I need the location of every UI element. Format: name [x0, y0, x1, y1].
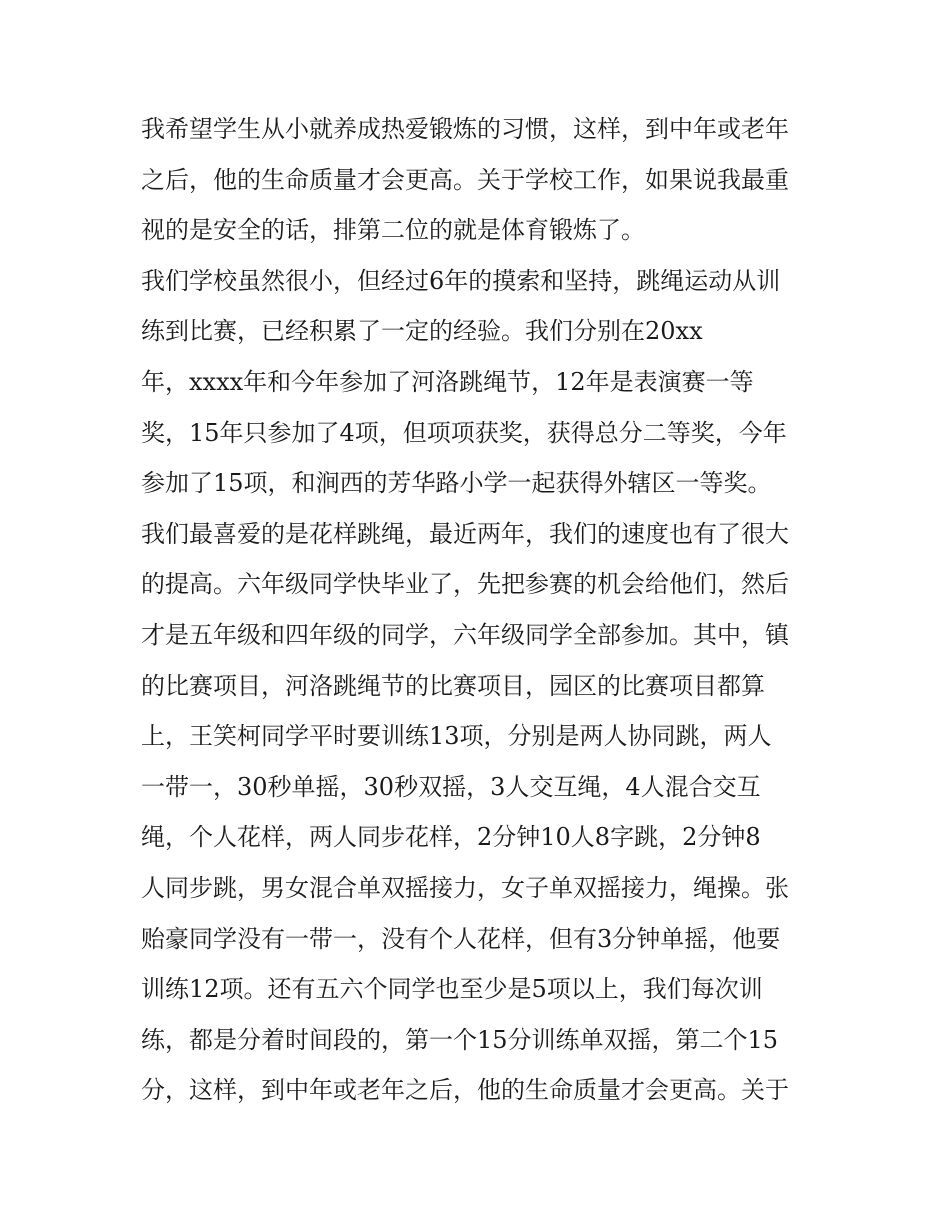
- text-line: 练，都是分着时间段的，第一个15分训练单双摇，第二个15: [141, 1025, 779, 1054]
- text-line: 年，xxxx年和今年参加了河洛跳绳节，12年是表演赛一等: [141, 367, 754, 396]
- text-line: 练到比赛，已经积累了一定的经验。我们分别在20xx: [141, 317, 703, 346]
- text-line: 之后，他的生命质量才会更高。关于学校工作，如果说我最重: [141, 165, 789, 194]
- text-line: 才是五年级和四年级的同学，六年级同学全部参加。其中，镇: [141, 620, 789, 649]
- text-line: 的比赛项目，河洛跳绳节的比赛项目，园区的比赛项目都算: [141, 671, 765, 700]
- text-line: 绳，个人花样，两人同步花样，2分钟10人8字跳，2分钟8: [141, 823, 761, 852]
- text-line: 我们学校虽然很小，但经过6年的摸索和坚持，跳绳运动从训: [141, 266, 781, 295]
- text-line: 参加了15项，和涧西的芳华路小学一起获得外辖区一等奖。: [141, 469, 772, 498]
- text-line: 贻豪同学没有一带一，没有个人花样，但有3分钟单摇，他要: [141, 924, 781, 953]
- body-text: [141, 104, 821, 1116]
- text-line: 人同步跳，男女混合单双摇接力，女子单双摇接力，绳操。张: [141, 873, 789, 902]
- text-line: 一带一，30秒单摇，30秒双摇，3人交互绳，4人混合交互: [141, 772, 761, 801]
- text-line: 上，王笑柯同学平时要训练13项，分别是两人协同跳，两人: [141, 722, 772, 751]
- text-line: 训练12项。还有五六个同学也至少是5项以上，我们每次训: [141, 975, 763, 1004]
- text-line: 视的是安全的话，排第二位的就是体育锻炼了。: [141, 216, 645, 245]
- text-line: 分，这样，到中年或老年之后，他的生命质量才会更高。关于: [141, 1076, 789, 1105]
- text-line: 我们最喜爱的是花样跳绳，最近两年，我们的速度也有了很大: [141, 519, 789, 548]
- text-line: 的提高。六年级同学快毕业了，先把参赛的机会给他们，然后: [141, 570, 789, 599]
- text-line: 我希望学生从小就养成热爱锻炼的习惯，这样，到中年或老年: [141, 115, 789, 143]
- text-line: 奖，15年只参加了4项，但项项获奖，获得总分二等奖，今年: [141, 418, 787, 447]
